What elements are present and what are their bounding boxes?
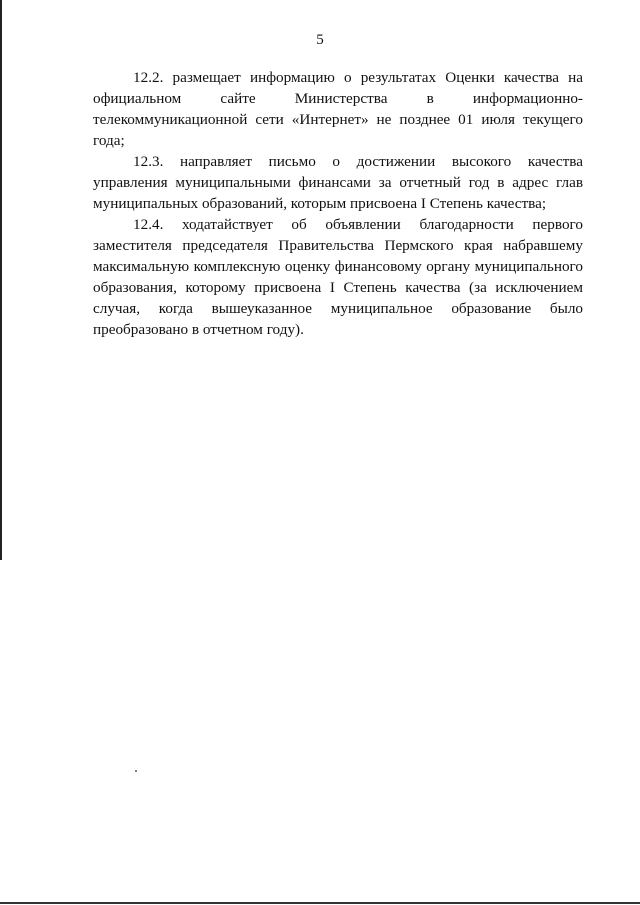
scan-edge-left (0, 0, 2, 560)
scan-edge-bottom (0, 902, 640, 904)
paragraph-12-3: 12.3. направляет письмо о достижении высокого качества управления муниципальными финансами за отчетный год в адрес глав муниципальных образований, которым присвоена I Степень качества; (93, 153, 583, 212)
page-number: 5 (316, 32, 324, 48)
scan-speck (135, 770, 137, 772)
document-body (93, 67, 583, 340)
paragraph-12-4: 12.4. ходатайствует об объявлении благодарности первого заместителя председателя Правительства Пермского края набравшему максимальную комплексную оценку финансовому органу муниципального образования, которому присвоена I Степень качества (за исключением случая, когда вышеуказанное муниципальное образование было преобразовано в отчетном году). (93, 216, 583, 338)
paragraph-12-2: 12.2. размещает информацию о результатах Оценки качества на официальном сайте Министерства в информационно-телекоммуникационной сети «Интернет» не позднее 01 июля текущего года; (93, 69, 583, 149)
